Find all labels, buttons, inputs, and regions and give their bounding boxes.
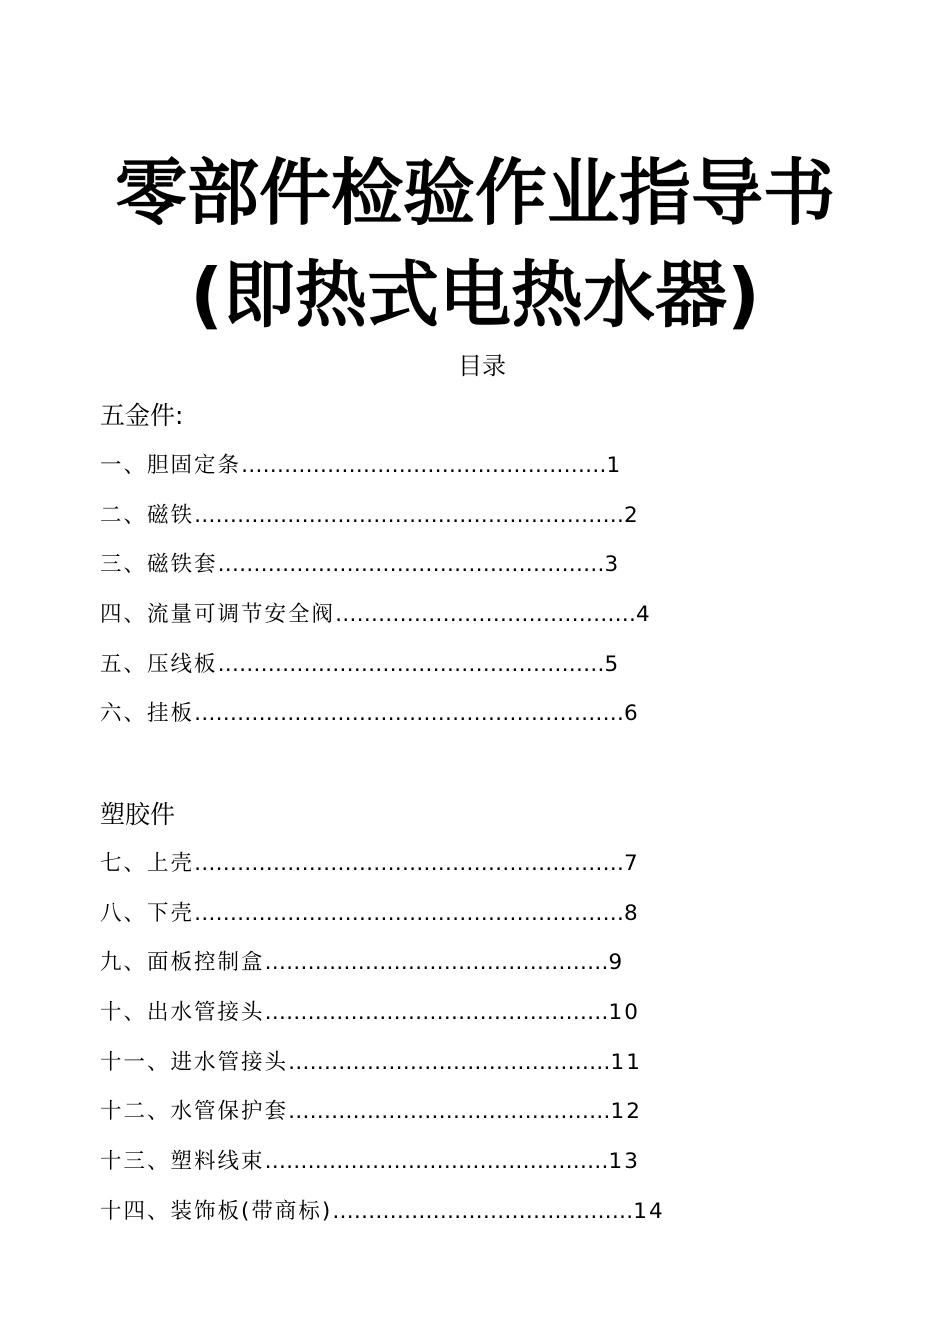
toc-entry-leader: …………………………………………… <box>241 453 607 478</box>
toc-entry[interactable] <box>100 948 624 978</box>
document-title-line-1: 零部件检验作业指导书 <box>114 151 835 235</box>
toc-entry-page: 1 <box>606 453 623 478</box>
toc-entry-leader: ………………………………………… <box>264 950 609 975</box>
toc-entry-page: 6 <box>624 701 640 726</box>
toc-entry-leader: …………………………………… <box>332 1199 634 1224</box>
toc-entry-leader: ………………………………………… <box>264 1000 609 1025</box>
toc-entry[interactable] <box>100 1147 640 1177</box>
toc-entry-label: 十二、水管保护套 <box>100 1099 289 1124</box>
toc-entry-page: 12 <box>610 1099 642 1124</box>
toc-entry-label: 二、磁铁 <box>100 503 195 528</box>
toc-entry-label: 六、挂板 <box>100 701 195 726</box>
toc-entry-page: 9 <box>608 950 625 975</box>
toc-entry-label: 一、胆固定条 <box>100 453 242 478</box>
toc-entry-leader: …………………………………………………… <box>194 851 625 876</box>
toc-entry-page: 11 <box>610 1050 642 1075</box>
toc-entry-leader: ……………………………………… <box>288 1099 611 1124</box>
toc-entry-page: 3 <box>604 552 621 577</box>
toc-entry-page: 10 <box>608 1000 640 1025</box>
toc-entry-page: 2 <box>624 503 640 528</box>
toc-entry-leader: …………………………………………………… <box>194 701 625 726</box>
toc-entry[interactable] <box>100 550 620 580</box>
toc-heading: 目录 <box>458 352 506 380</box>
toc-entry[interactable] <box>100 501 640 531</box>
section-heading-hardware: 五金件: <box>100 401 184 430</box>
toc-entry[interactable] <box>100 849 640 879</box>
toc-entry-leader: ……………………………………………… <box>217 652 605 677</box>
toc-entry[interactable] <box>100 451 622 481</box>
toc-entry-label: 四、流量可调节安全阀 <box>100 602 336 627</box>
toc-entry-leader: …………………………………………………… <box>194 503 625 528</box>
toc-entry-label: 八、下壳 <box>100 901 195 926</box>
toc-entry-label: 十、出水管接头 <box>100 1000 265 1025</box>
toc-entry[interactable] <box>100 650 620 680</box>
toc-entry-label: 七、上壳 <box>100 851 195 876</box>
toc-entry-page: 14 <box>633 1199 665 1224</box>
toc-entry[interactable] <box>100 1048 642 1078</box>
toc-entry-page: 5 <box>604 652 621 677</box>
section-heading-plastic: 塑胶件 <box>100 800 176 829</box>
toc-entry-label: 十一、进水管接头 <box>100 1050 289 1075</box>
toc-entry-label: 十三、塑料线束 <box>100 1149 265 1174</box>
toc-entry-page: 13 <box>608 1149 640 1174</box>
toc-entry[interactable] <box>100 600 652 630</box>
toc-entry-leader: ……………………………………… <box>288 1050 611 1075</box>
toc-entry-page: 4 <box>636 602 652 627</box>
toc-entry-leader: …………………………………… <box>335 602 637 627</box>
toc-entry[interactable] <box>100 899 640 929</box>
toc-entry-page: 8 <box>624 901 640 926</box>
toc-entry-leader: …………………………………………………… <box>194 901 625 926</box>
toc-entry-label: 三、磁铁套 <box>100 552 218 577</box>
toc-entry-label: 九、面板控制盒 <box>100 950 265 975</box>
toc-entry-leader: ………………………………………… <box>264 1149 609 1174</box>
toc-entry[interactable] <box>100 699 640 729</box>
toc-entry[interactable] <box>100 1197 665 1227</box>
toc-entry-page: 7 <box>624 851 640 876</box>
toc-entry-leader: ……………………………………………… <box>217 552 605 577</box>
toc-entry-label: 五、压线板 <box>100 652 218 677</box>
toc-entry[interactable] <box>100 998 640 1028</box>
toc-entry-label: 十四、装饰板(带商标) <box>100 1199 333 1224</box>
toc-entry[interactable] <box>100 1097 642 1127</box>
document-title-line-2: (即热式电热水器) <box>190 253 760 337</box>
